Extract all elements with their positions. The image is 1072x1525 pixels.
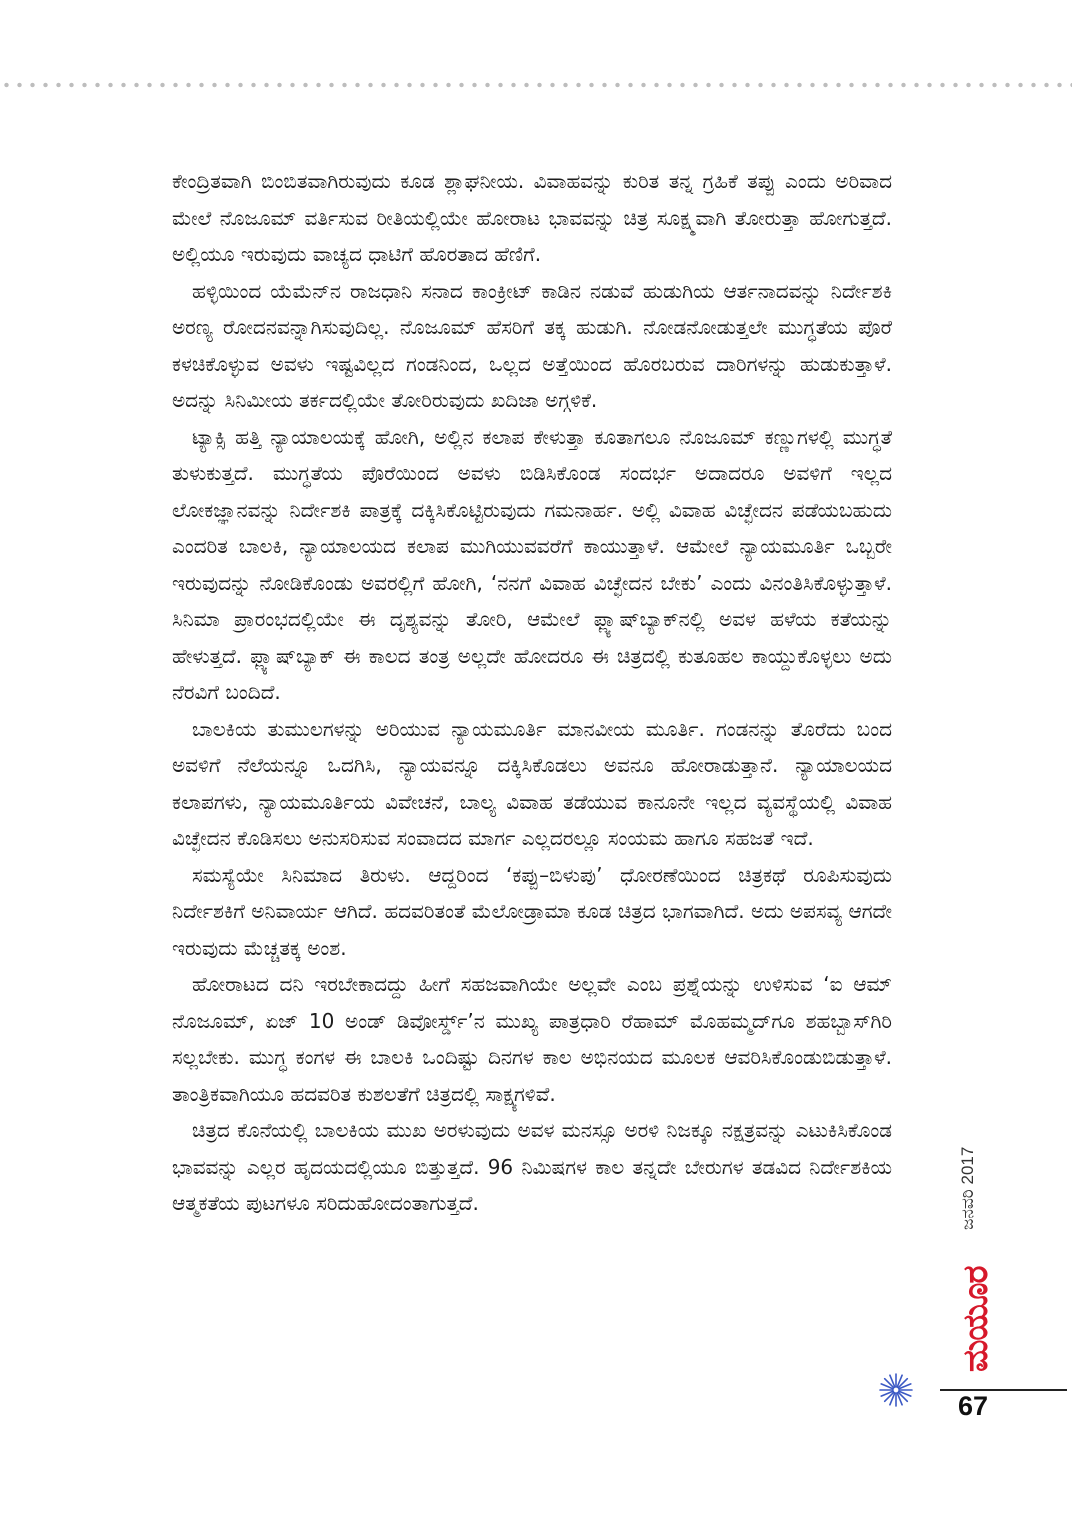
- paragraph: ಟ್ಯಾಕ್ಸಿ ಹತ್ತಿ ನ್ಯಾಯಾಲಯಕ್ಕೆ ಹೋಗಿ, ಅಲ್ಲಿನ ಕಲಾಪ ಕೇಳುತ್ತಾ ಕೂತಾಗಲೂ ನೊಜೂಮ್ ಕಣ್ಣುಗಳಲ್ಲಿ ಮುಗ್ಧತೆ ತುಳುಕುತ್ತದೆ. ಮುಗ್ಧತೆಯ ಪೊರೆಯಿಂದ ಅವಳು ಬಿಡಿಸಿಕೊಂಡ ಸಂದರ್ಭ ಅದಾದರೂ ಅವಳಿಗೆ ಇಲ್ಲದ ಲೋಕಜ್ಞಾನವನ್ನು ನಿರ್ದೇಶಕಿ ಪಾತ್ರಕ್ಕೆ ದಕ್ಕಿಸಿಕೊಟ್ಟಿರುವುದು ಗಮನಾರ್ಹ. ಅಲ್ಲಿ ವಿವಾಹ ವಿಚ್ಛೇದನ ಪಡೆಯಬಹುದು ಎಂದರಿತ ಬಾಲಕಿ, ನ್ಯಾಯಾಲಯದ ಕಲಾಪ ಮುಗಿಯುವವರೆಗೆ ಕಾಯುತ್ತಾಳೆ. ಆಮೇಲೆ ನ್ಯಾಯಮೂರ್ತಿ ಒಬ್ಬರೇ ಇರುವುದನ್ನು ನೋಡಿಕೊಂಡು ಅವರಲ್ಲಿಗೆ ಹೋಗಿ, ‘ನನಗೆ ವಿವಾಹ ವಿಚ್ಛೇದನ ಬೇಕು’ ಎಂದು ವಿನಂತಿಸಿಕೊಳ್ಳುತ್ತಾಳೆ. ಸಿನಿಮಾ ಪ್ರಾರಂಭದಲ್ಲಿಯೇ ಈ ದೃಶ್ಯವನ್ನು ತೋರಿ, ಆಮೇಲೆ ಫ್ಲ್ಯಾಷ್‌ಬ್ಯಾಕ್‌ನಲ್ಲಿ ಅವಳ ಹಳೆಯ ಕತೆಯನ್ನು ಹೇಳುತ್ತದೆ. ಫ್ಲ್ಯಾಷ್‌ಬ್ಯಾಕ್ ಈ ಕಾಲದ ತಂತ್ರ ಅಲ್ಲದೇ ಹೋದರೂ ಈ ಚಿತ್ರದಲ್ಲಿ ಕುತೂಹಲ ಕಾಯ್ದುಕೊಳ್ಳಲು ಅದು ನೆರವಿಗೆ ಬಂದಿದೆ.: [172, 424, 892, 704]
- paragraph: ಸಮಸ್ಯೆಯೇ ಸಿನಿಮಾದ ತಿರುಳು. ಆದ್ದರಿಂದ ‘ಕಪ್ಪು–ಬಿಳುಪು’ ಧೋರಣೆಯಿಂದ ಚಿತ್ರಕಥೆ ರೂಪಿಸುವುದು ನಿರ್ದೇಶಕಿಗೆ ಅನಿವಾರ್ಯ ಆಗಿದೆ. ಹದವರಿತಂತೆ ಮೆಲೋಡ್ರಾಮಾ ಕೂಡ ಚಿತ್ರದ ಭಾಗವಾಗಿದೆ. ಅದು ಅಪಸವ್ಯ ಆಗದೇ ಇರುವುದು ಮೆಚ್ಚತಕ್ಕ ಅಂಶ.: [172, 862, 892, 960]
- article-body: [172, 163, 892, 1222]
- paragraph: ಹಳ್ಳಿಯಿಂದ ಯೆಮೆನ್‌ನ ರಾಜಧಾನಿ ಸನಾದ ಕಾಂಕ್ರೀಟ್ ಕಾಡಿನ ನಡುವೆ ಹುಡುಗಿಯ ಆರ್ತನಾದವನ್ನು ನಿರ್ದೇಶಕಿ ಅರಣ್ಯ ರೋದನವನ್ನಾಗಿಸುವುದಿಲ್ಲ. ನೊಜೂಮ್ ಹೆಸರಿಗೆ ತಕ್ಕ ಹುಡುಗಿ. ನೋಡನೋಡುತ್ತಲೇ ಮುಗ್ಧತೆಯ ಪೊರೆ ಕಳಚಿಕೊಳ್ಳುವ ಅವಳು ಇಷ್ಟವಿಲ್ಲದ ಗಂಡನಿಂದ, ಒಲ್ಲದ ಅತ್ತೆಯಿಂದ ಹೊರಬರುವ ದಾರಿಗಳನ್ನು ಹುಡುಕುತ್ತಾಳೆ. ಅದನ್ನು ಸಿನಿಮೀಯ ತರ್ಕದಲ್ಲಿಯೇ ತೋರಿರುವುದು ಖದಿಜಾ ಅಗ್ಗಳಿಕೆ.: [172, 278, 892, 412]
- dotted-header-rule: [0, 82, 1072, 88]
- paragraph: ಚಿತ್ರದ ಕೊನೆಯಲ್ಲಿ ಬಾಲಕಿಯ ಮುಖ ಅರಳುವುದು ಅವಳ ಮನಸ್ಸೂ ಅರಳಿ ನಿಜಕ್ಕೂ ನಕ್ಷತ್ರವನ್ನು ಎಟುಕಿಸಿಕೊಂಡ ಭಾವವನ್ನು ಎಲ್ಲರ ಹೃದಯದಲ್ಲಿಯೂ ಬಿತ್ತುತ್ತದೆ. 96 ನಿಮಿಷಗಳ ಕಾಲ ತನ್ನದೇ ಬೇರುಗಳ ತಡವಿದ ನಿರ್ದೇಶಕಿಯ ಆತ್ಮಕತೆಯ ಪುಟಗಳೂ ಸರಿದುಹೋದಂತಾಗುತ್ತದೆ.: [172, 1118, 892, 1215]
- paragraph: ಬಾಲಕಿಯ ತುಮುಲಗಳನ್ನು ಅರಿಯುವ ನ್ಯಾಯಮೂರ್ತಿ ಮಾನವೀಯ ಮೂರ್ತಿ. ಗಂಡನನ್ನು ತೊರೆದು ಬಂದ ಅವಳಿಗೆ ನೆಲೆಯನ್ನೂ ಒದಗಿಸಿ, ನ್ಯಾಯವನ್ನೂ ದಕ್ಕಿಸಿಕೊಡಲು ಅವನೂ ಹೋರಾಡುತ್ತಾನೆ. ನ್ಯಾಯಾಲಯದ ಕಲಾಪಗಳು, ನ್ಯಾಯಮೂರ್ತಿಯ ವಿವೇಚನೆ, ಬಾಲ್ಯ ವಿವಾಹ ತಡೆಯುವ ಕಾನೂನೇ ಇಲ್ಲದ ವ್ಯವಸ್ಥೆಯಲ್ಲಿ ವಿವಾಹ ವಿಚ್ಛೇದನ ಕೊಡಿಸಲು ಅನುಸರಿಸುವ ಸಂವಾದದ ಮಾರ್ಗ ಎಲ್ಲದರಲ್ಲೂ ಸಂಯಮ ಹಾಗೂ ಸಹಜತೆ ಇದೆ.: [172, 716, 892, 850]
- magazine-logo: ಮಯೂರ: [956, 1266, 996, 1372]
- paragraph: ಕೇಂದ್ರಿತವಾಗಿ ಬಿಂಬಿತವಾಗಿರುವುದು ಕೂಡ ಶ್ಲಾಘನೀಯ. ವಿವಾಹವನ್ನು ಕುರಿತ ತನ್ನ ಗ್ರಹಿಕೆ ತಪ್ಪು ಎಂದು ಅರಿವಾದ ಮೇಲೆ ನೊಜೂಮ್ ವರ್ತಿಸುವ ರೀತಿಯಲ್ಲಿಯೇ ಹೋರಾಟ ಭಾವವನ್ನು ಚಿತ್ರ ಸೂಕ್ಷ್ಮವಾಗಿ ತೋರುತ್ತಾ ಹೋಗುತ್ತದೆ. ಅಲ್ಲಿಯೂ ಇರುವುದು ವಾಚ್ಯದ ಧಾಟಿಗೆ ಹೊರತಾದ ಹೆಣಿಗೆ.: [172, 169, 892, 266]
- asterisk-ornament-icon: [876, 1370, 916, 1410]
- issue-date: ಜನವರಿ 2017: [958, 1146, 977, 1230]
- page-number: 67: [958, 1391, 989, 1421]
- paragraph: ಹೋರಾಟದ ದನಿ ಇರಬೇಕಾದದ್ದು ಹೀಗೆ ಸಹಜವಾಗಿಯೇ ಅಲ್ಲವೇ ಎಂಬ ಪ್ರಶ್ನೆಯನ್ನು ಉಳಿಸುವ ‘ಐ ಆಮ್ ನೊಜೂಮ್, ಏಜ್ 10 ಅಂಡ್ ಡಿವೋರ್ಸ್ಡ್’ನ ಮುಖ್ಯ ಪಾತ್ರಧಾರಿ ರೆಹಾಮ್ ಮೊಹಮ್ಮದ್‌ಗೂ ಶಹಬ್ಬಾಸ್‌ಗಿರಿ ಸಲ್ಲಬೇಕು. ಮುಗ್ಧ ಕಂಗಳ ಈ ಬಾಲಕಿ ಒಂದಿಷ್ಟು ದಿನಗಳ ಕಾಲ ಅಭಿನಯದ ಮೂಲಕ ಆವರಿಸಿಕೊಂಡುಬಿಡುತ್ತಾಳೆ. ತಾಂತ್ರಿಕವಾಗಿಯೂ ಹದವರಿತ ಕುಶಲತೆಗೆ ಚಿತ್ರದಲ್ಲಿ ಸಾಕ್ಷ್ಯಗಳಿವೆ.: [172, 972, 892, 1106]
